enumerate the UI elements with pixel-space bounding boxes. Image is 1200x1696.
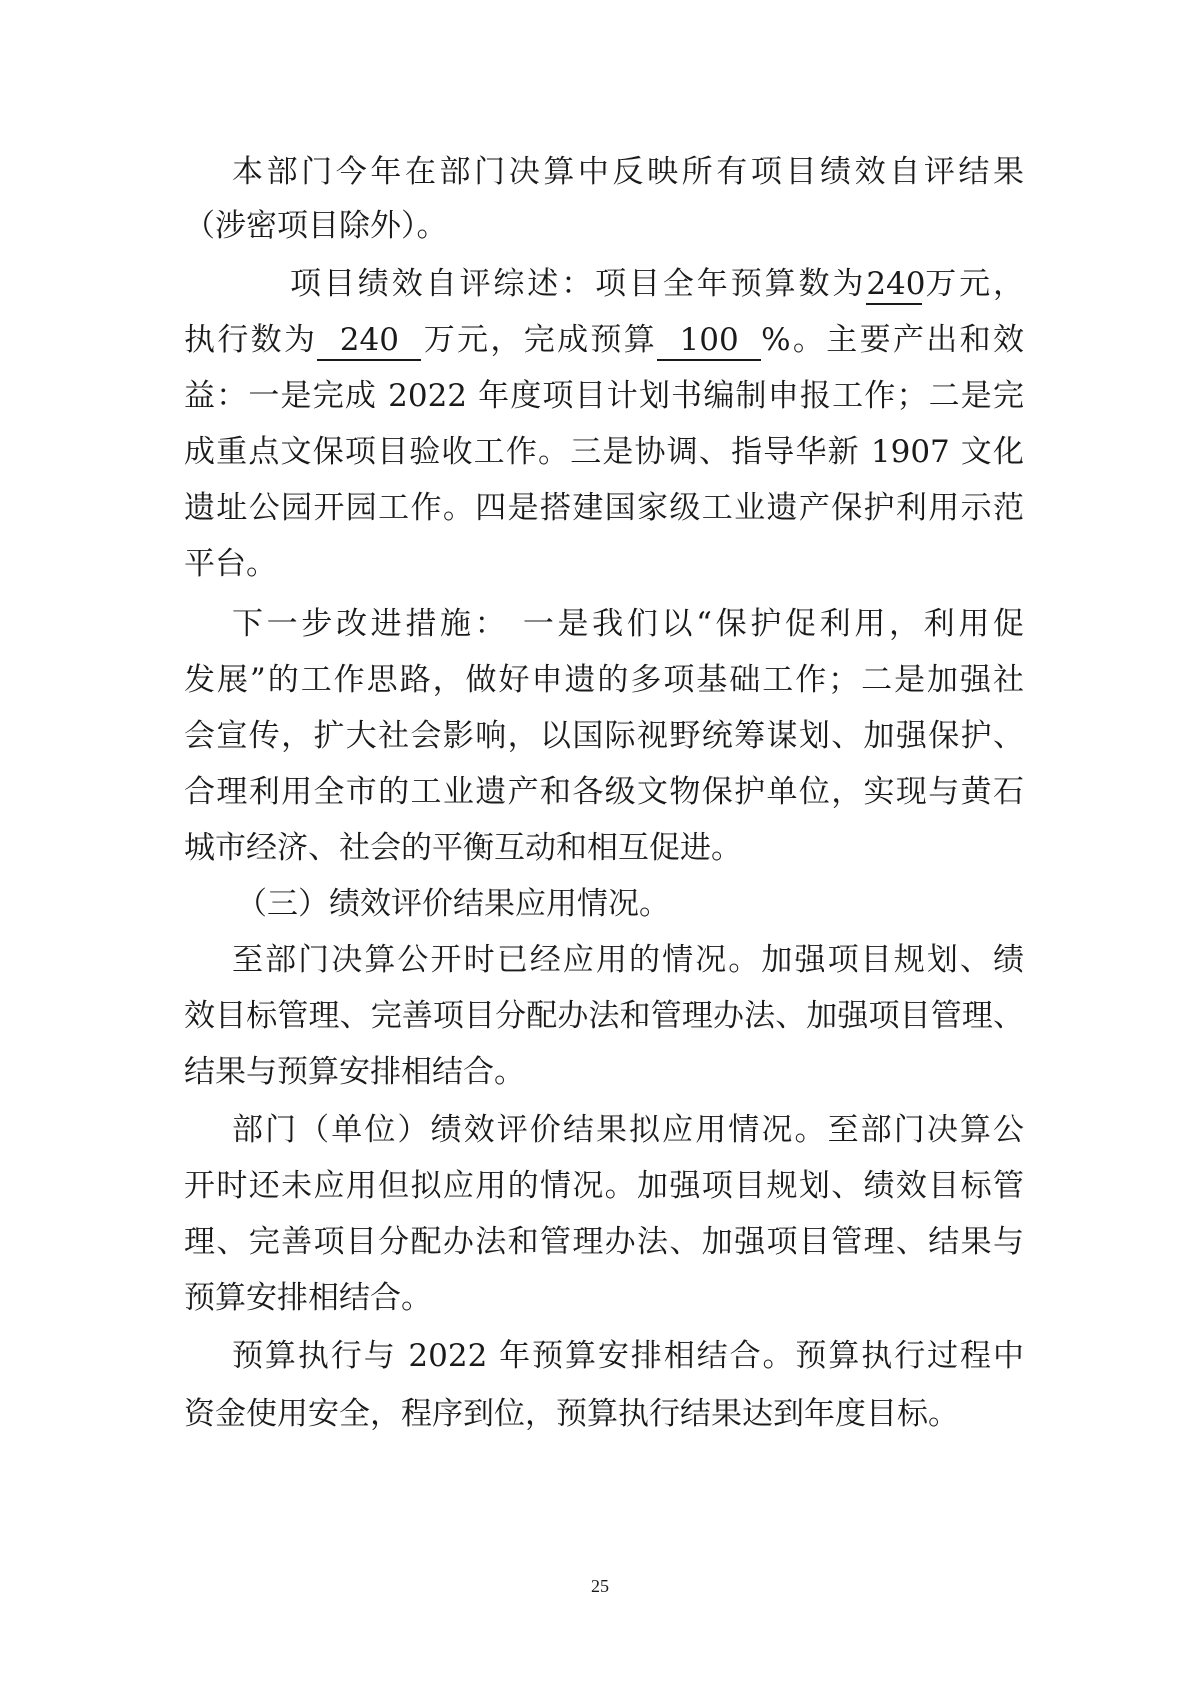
applied-line-1: 至部门决算公开时已经应用的情况。加强项目规划、绩	[232, 942, 1024, 978]
summary-line-1	[290, 258, 1024, 310]
exec-unit: 万元，完成预算	[421, 322, 658, 358]
improvement-line-3: 会宣传，扩大社会影响，以国际视野统筹谋划、加强保护、	[184, 718, 1024, 754]
applied-line-2: 效目标管理、完善项目分配办法和管理办法、加强项目管理、	[184, 998, 1024, 1034]
planned-line-1: 部门（单位）绩效评价结果拟应用情况。至部门决算公	[232, 1112, 1024, 1148]
execution-line-2: 资金使用安全，程序到位，预算执行结果达到年度目标。	[184, 1396, 959, 1432]
section-3-heading: （三）绩效评价结果应用情况。	[236, 886, 670, 922]
intro-line-2: （涉密项目除外）。	[184, 208, 448, 244]
planned-line-4: 预算安排相结合。	[184, 1280, 432, 1316]
planned-line-3: 理、完善项目分配办法和管理办法、加强项目管理、结果与	[184, 1224, 1024, 1260]
exec-label: 执行数为	[184, 322, 318, 358]
intro-line-1: 本部门今年在部门决算中反映所有项目绩效自评结果	[232, 154, 1024, 190]
summary-line-2	[184, 314, 1024, 366]
budget-unit: 万元，	[922, 266, 1025, 302]
summary-line-3: 益：一是完成 2022 年度项目计划书编制申报工作；二是完	[184, 378, 1024, 414]
summary-line-6: 平台。	[184, 546, 277, 582]
exec-value: 240	[317, 321, 421, 361]
completion-rate-value: 100	[657, 321, 761, 361]
improvement-line-4: 合理利用全市的工业遗产和各级文物保护单位，实现与黄石	[184, 774, 1024, 810]
summary-line-5: 遗址公园开园工作。四是搭建国家级工业遗产保护利用示范	[184, 490, 1024, 526]
improvement-line-5: 城市经济、社会的平衡互动和相互促进。	[184, 830, 742, 866]
applied-line-3: 结果与预算安排相结合。	[184, 1054, 525, 1090]
summary-label: 项目绩效自评综述：项目全年预算数为	[290, 266, 867, 302]
summary-line-4: 成重点文保项目验收工作。三是协调、指导华新 1907 文化	[184, 434, 1024, 470]
rate-tail: %。主要产出和效	[761, 322, 1024, 358]
improvement-line-1: 下一步改进措施： 一是我们以“保护促利用，利用促	[232, 606, 1024, 642]
budget-value: 240	[866, 265, 922, 305]
execution-line-1: 预算执行与 2022 年预算安排相结合。预算执行过程中	[232, 1338, 1024, 1374]
planned-line-2: 开时还未应用但拟应用的情况。加强项目规划、绩效目标管	[184, 1168, 1024, 1204]
improvement-line-2: 发展”的工作思路，做好申遗的多项基础工作；二是加强社	[184, 662, 1024, 698]
page-number: 25	[591, 1576, 609, 1596]
